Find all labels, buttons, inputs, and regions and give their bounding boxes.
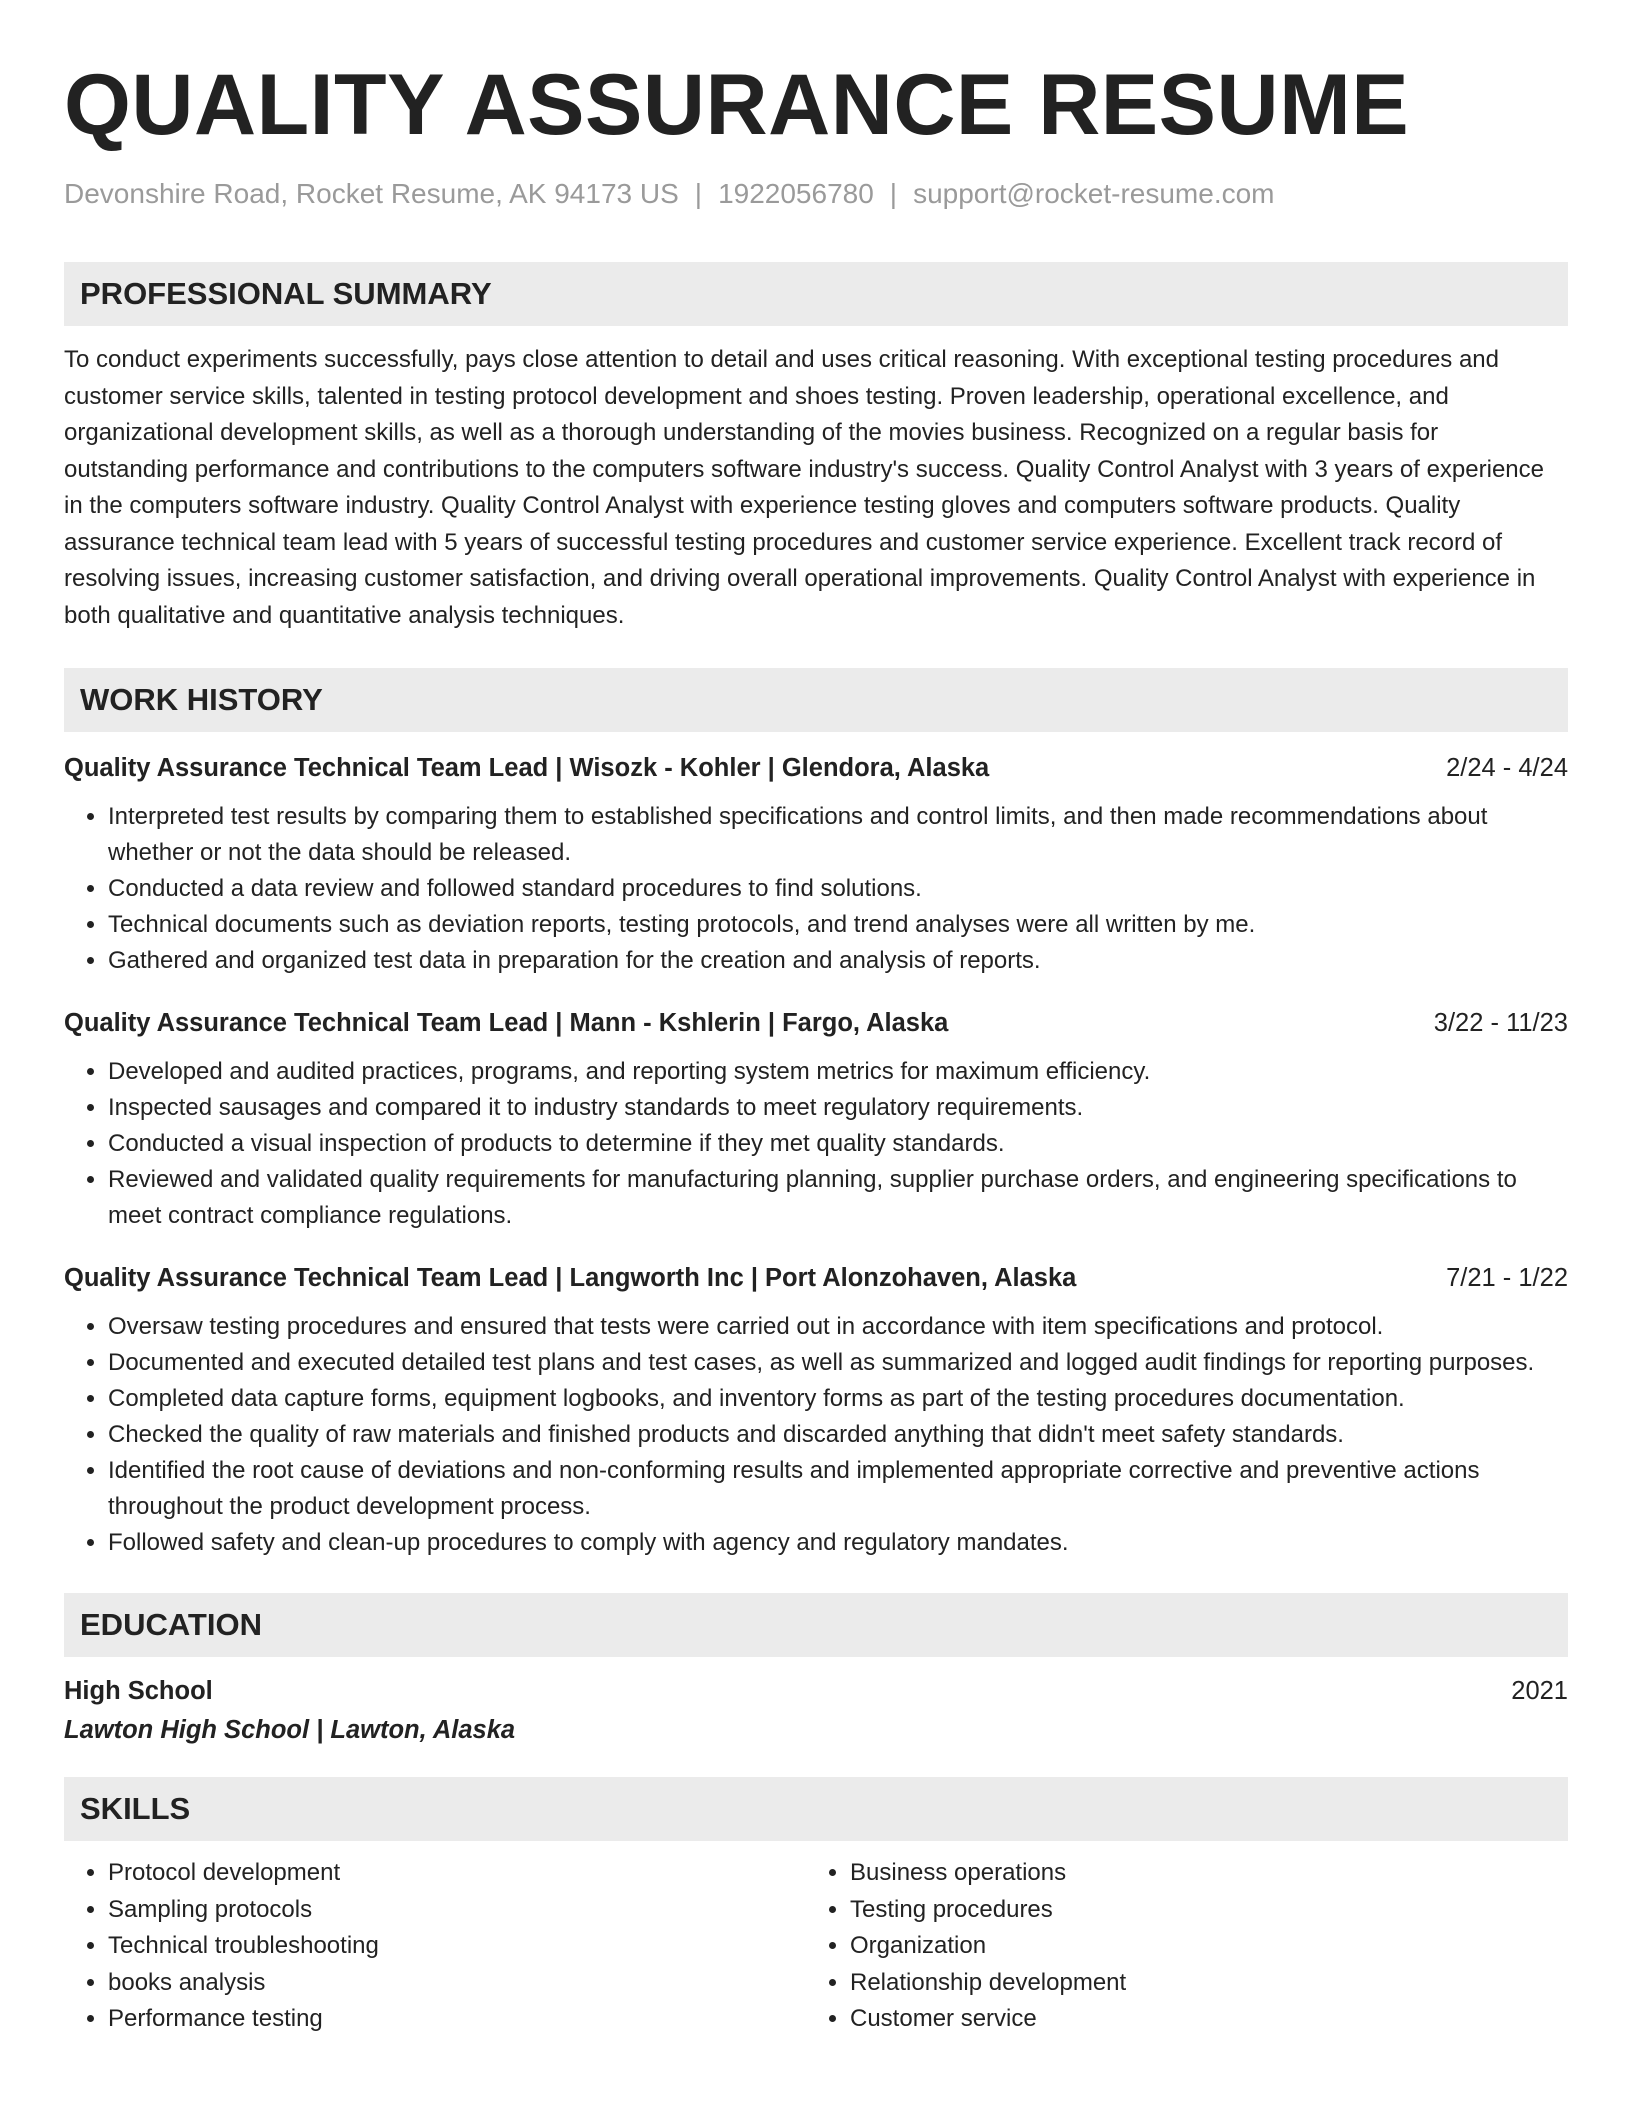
job-bullets [64, 799, 1568, 979]
skill-item: • Technical troubleshooting [108, 1928, 806, 1965]
contact-separator: | [889, 178, 898, 209]
job-bullet: • Documented and executed detailed test plans and test cases, as well as summarized and logged audit findings for reporting purposes. [108, 1345, 1568, 1381]
job-bullet: • Identified the root cause of deviations and non-conforming results and implemented appropriate corrective and preventive actions throughout the product development process. [108, 1453, 1568, 1525]
job-title: Quality Assurance Technical Team Lead | Wisozk - Kohler | Glendora, Alaska [64, 754, 990, 782]
skills-column-right [806, 1855, 1548, 2038]
job-dates: 2/24 - 4/24 [1446, 754, 1568, 782]
summary-text: To conduct experiments successfully, pays close attention to detail and uses critical reasoning. With exceptional testing procedures and customer service skills, talented in testing protocol development and shoes testing. Proven leadership, operational excellence, and organizational development skills, as well as a thorough understanding of the movies business. Recognized on a regular basis for outstanding performance and contributions to the computers software industry's success. Quality Control Analyst with 3 years of experience in the computers software industry. Quality Control Analyst with experience testing gloves and computers software products. Quality assurance technical team lead with 5 years of successful testing procedures and customer service experience. Excellent track record of resolving issues, increasing customer satisfaction, and driving overall operational improvements. Quality Control Analyst with experience in both qualitative and quantitative analysis techniques. [64, 346, 1544, 629]
education-header [64, 1677, 1568, 1706]
job-bullet: • Followed safety and clean-up procedures to comply with agency and regulatory mandates. [108, 1525, 1568, 1561]
job-header [64, 1264, 1568, 1293]
job-bullet: • Reviewed and validated quality requirements for manufacturing planning, supplier purchase orders, and engineering specifications to meet contract compliance regulations. [108, 1162, 1568, 1234]
job-entry [64, 1264, 1568, 1561]
job-dates: 7/21 - 1/22 [1446, 1264, 1568, 1292]
skill-item: • Protocol development [108, 1855, 806, 1892]
job-bullets [64, 1309, 1568, 1561]
education-degree: High School [64, 1677, 213, 1705]
job-bullet: • Interpreted test results by comparing them to established specifications and control limits, and then made recommendations about whether or not the data should be released. [108, 799, 1568, 871]
job-header [64, 1009, 1568, 1038]
job-bullet: • Conducted a data review and followed standard procedures to find solutions. [108, 871, 1568, 907]
skill-item: • Customer service [850, 2001, 1548, 2038]
section-heading-summary: PROFESSIONAL SUMMARY [64, 262, 1568, 326]
contact-email: support@rocket-resume.com [913, 178, 1275, 209]
job-bullets [64, 1054, 1568, 1234]
job-bullet: • Completed data capture forms, equipment logbooks, and inventory forms as part of the testing procedures documentation. [108, 1381, 1568, 1417]
job-header [64, 754, 1568, 783]
skill-item: • Relationship development [850, 1965, 1548, 2002]
education-year: 2021 [1511, 1677, 1568, 1705]
skill-item: • Organization [850, 1928, 1548, 1965]
job-bullet: • Oversaw testing procedures and ensured that tests were carried out in accordance with item specifications and protocol. [108, 1309, 1568, 1345]
section-heading-skills: SKILLS [64, 1777, 1568, 1841]
skill-item: • Performance testing [108, 2001, 806, 2038]
contact-address: Devonshire Road, Rocket Resume, AK 94173 US [64, 178, 679, 209]
job-entry [64, 1009, 1568, 1234]
job-entry [64, 754, 1568, 979]
skill-item: • books analysis [108, 1965, 806, 2002]
education-school: Lawton High School | Lawton, Alaska [64, 1716, 516, 1744]
skills-grid [64, 1855, 1568, 2038]
skill-item: • Business operations [850, 1855, 1548, 1892]
job-dates: 3/22 - 11/23 [1433, 1009, 1568, 1037]
job-bullet: • Gathered and organized test data in preparation for the creation and analysis of reports. [108, 943, 1568, 979]
job-title: Quality Assurance Technical Team Lead | Langworth Inc | Port Alonzohaven, Alaska [64, 1264, 1077, 1292]
job-bullet: • Conducted a visual inspection of products to determine if they met quality standards. [108, 1126, 1568, 1162]
job-bullet: • Checked the quality of raw materials and finished products and discarded anything that didn't meet safety standards. [108, 1417, 1568, 1453]
job-bullet: • Technical documents such as deviation reports, testing protocols, and trend analyses were all written by me. [108, 907, 1568, 943]
job-title: Quality Assurance Technical Team Lead | Mann - Kshlerin | Fargo, Alaska [64, 1009, 949, 1037]
contact-separator: | [694, 178, 703, 209]
contact-line [64, 178, 1568, 210]
job-bullet: • Inspected sausages and compared it to industry standards to meet regulatory requirements. [108, 1090, 1568, 1126]
section-heading-work-history: WORK HISTORY [64, 668, 1568, 732]
job-bullet: • Developed and audited practices, programs, and reporting system metrics for maximum efficiency. [108, 1054, 1568, 1090]
skill-item: • Sampling protocols [108, 1892, 806, 1929]
contact-phone: 1922056780 [718, 178, 874, 209]
skill-item: • Testing procedures [850, 1892, 1548, 1929]
section-heading-education: EDUCATION [64, 1593, 1568, 1657]
resume-title: QUALITY ASSURANCE RESUME [64, 57, 1410, 153]
skills-column-left [64, 1855, 806, 2038]
